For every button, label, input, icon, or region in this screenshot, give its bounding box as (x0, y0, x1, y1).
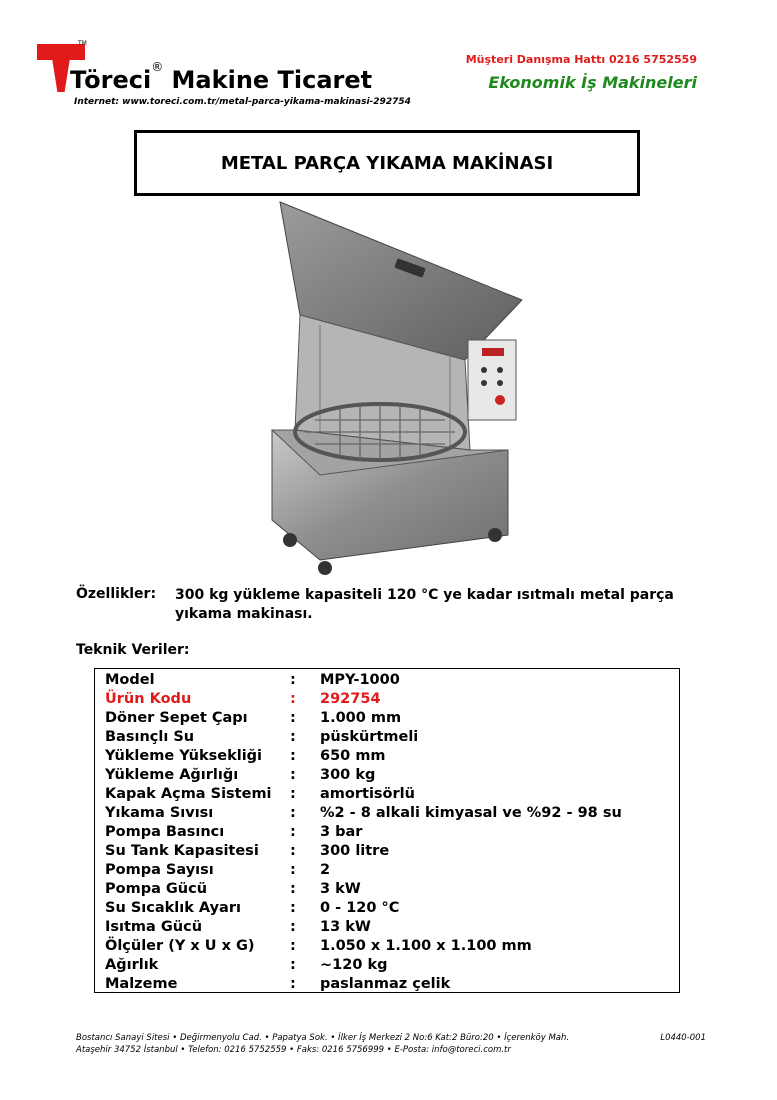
spec-row (105, 728, 622, 747)
brand-name: Töreci® Makine Ticaret (70, 60, 373, 94)
footer-address-line2: Ataşehir 34752 İstanbul • Telefon: 0216 5752559 • Faks: 0216 5756999 • E-Posta: info@toreci.com.tr (76, 1045, 511, 1055)
spec-separator: : (290, 710, 296, 726)
spec-row (105, 861, 622, 880)
trademark-mark: TM (78, 40, 87, 47)
spec-row (105, 975, 622, 994)
spec-separator: : (290, 900, 296, 916)
spec-value: 3 kW (320, 881, 361, 897)
spec-label: Yükleme Ağırlığı (105, 767, 239, 783)
spec-label: Ölçüler (Y x U x G) (105, 938, 255, 954)
spec-value: 13 kW (320, 919, 371, 935)
slogan: Ekonomik İş Makineleri (488, 73, 697, 92)
spec-separator: : (290, 672, 296, 688)
spec-value: 1.050 x 1.100 x 1.100 mm (320, 938, 532, 954)
website-url[interactable]: Internet: www.toreci.com.tr/metal-parca-yikama-makinasi-292754 (74, 97, 411, 107)
spec-label: Pompa Gücü (105, 881, 208, 897)
spec-row (105, 671, 622, 690)
spec-value: 292754 (320, 691, 381, 707)
spec-separator: : (290, 824, 296, 840)
spec-label: Yıkama Sıvısı (105, 805, 214, 821)
document-title-box (134, 130, 640, 196)
spec-label: Döner Sepet Çapı (105, 710, 248, 726)
document-title: METAL PARÇA YIKAMA MAKİNASI (220, 152, 554, 174)
spec-separator: : (290, 748, 296, 764)
footer-address-line1: Bostancı Sanayi Sitesi • Değirmenyolu Cad. • Papatya Sok. • İlker İş Merkezi 2 No:6 Kat:2 Büro:20 • İçerenköy Mah. (76, 1033, 570, 1043)
spec-row (105, 899, 622, 918)
spec-row (105, 766, 622, 785)
spec-label: Pompa Basıncı (105, 824, 225, 840)
spec-value: MPY-1000 (320, 672, 400, 688)
spec-separator: : (290, 843, 296, 859)
spec-label: Basınçlı Su (105, 729, 195, 745)
spec-label: Malzeme (105, 976, 178, 992)
spec-value: 650 mm (320, 748, 386, 764)
spec-separator: : (290, 938, 296, 954)
machine-photo (260, 200, 530, 580)
spec-table-box (94, 668, 680, 993)
spec-row (105, 785, 622, 804)
spec-row (105, 747, 622, 766)
spec-label: Pompa Sayısı (105, 862, 214, 878)
spec-separator: : (290, 881, 296, 897)
spec-separator: : (290, 729, 296, 745)
spec-row (105, 937, 622, 956)
spec-separator: : (290, 862, 296, 878)
spec-value: 3 bar (320, 824, 363, 840)
spec-value: 1.000 mm (320, 710, 402, 726)
spec-value: 2 (320, 862, 331, 878)
spec-label: Su Sıcaklık Ayarı (105, 900, 241, 916)
spec-row (105, 804, 622, 823)
spec-value: 0 - 120 °C (320, 900, 400, 916)
spec-label: Kapak Açma Sistemi (105, 786, 272, 802)
spec-table (105, 671, 622, 994)
spec-row (105, 842, 622, 861)
spec-separator: : (290, 919, 296, 935)
spec-label: Ürün Kodu (105, 691, 192, 707)
spec-row (105, 880, 622, 899)
spec-value: ~120 kg (320, 957, 388, 973)
spec-separator: : (290, 691, 296, 707)
footer (76, 1032, 706, 1056)
spec-value: püskürtmeli (320, 729, 419, 745)
spec-row (105, 823, 622, 842)
spec-label: Su Tank Kapasitesi (105, 843, 259, 859)
spec-value: %2 - 8 alkali kimyasal ve %92 - 98 su (320, 805, 622, 821)
spec-separator: : (290, 957, 296, 973)
document-code: L0440-001 (660, 1033, 706, 1043)
spec-label: Model (105, 672, 155, 688)
spec-value: paslanmaz çelik (320, 976, 451, 992)
spec-row (105, 918, 622, 937)
spec-row (105, 690, 622, 709)
spec-value: amortisörlü (320, 786, 415, 802)
features-label: Özellikler: (76, 586, 157, 602)
spec-value: 300 litre (320, 843, 390, 859)
spec-separator: : (290, 767, 296, 783)
spec-row (105, 709, 622, 728)
spec-value: 300 kg (320, 767, 376, 783)
spec-label: Ağırlık (105, 957, 159, 973)
customer-hotline: Müşteri Danışma Hattı 0216 5752559 (465, 53, 697, 66)
spec-label: Isıtma Gücü (105, 919, 203, 935)
spec-label: Yükleme Yüksekliği (105, 748, 263, 764)
tech-heading: Teknik Veriler: (76, 642, 190, 658)
features-text: 300 kg yükleme kapasiteli 120 °C ye kadar ısıtmalı metal parça yıkama makinası. (175, 587, 674, 622)
spec-separator: : (290, 786, 296, 802)
spec-row (105, 956, 622, 975)
spec-separator: : (290, 976, 296, 992)
spec-separator: : (290, 805, 296, 821)
